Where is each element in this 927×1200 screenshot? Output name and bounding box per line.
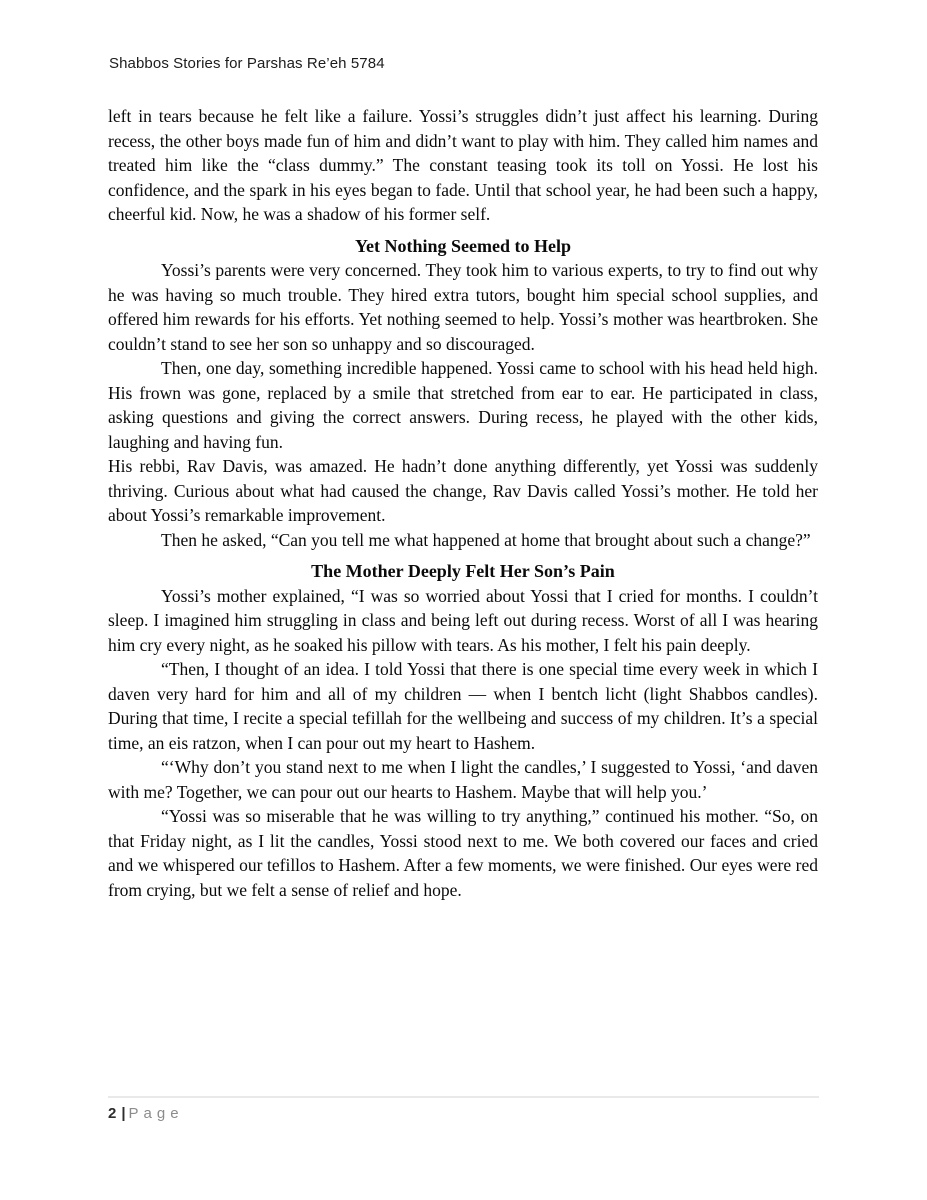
body-paragraph: Yossi’s parents were very concerned. They took him to various experts, to try to find out why he was having so much trouble. They hired extra tutors, bought him special school supplies, and offered him rewards for his efforts. Yet nothing seemed to help. Yossi’s mother was heartbroken. She couldn’t stand to see her son so unhappy and so discouraged. [108, 260, 818, 354]
body-paragraph: Then, one day, something incredible happened. Yossi came to school with his head held high. His frown was gone, replaced by a smile that stretched from ear to ear. He participated in class, asking questions and giving the correct answers. During recess, he played with the other kids, laughing and having fun. [108, 358, 818, 452]
document-body [108, 104, 818, 902]
footer-separator: | [121, 1105, 126, 1122]
body-paragraph: “Yossi was so miserable that he was willing to try anything,” continued his mother. “So, on that Friday night, as I lit the candles, Yossi stood next to me. We both covered our faces and cried and we whispered our tefillos to Hashem. After a few moments, we were finished. Our eyes were red from crying, but we felt a sense of relief and hope. [108, 806, 818, 900]
body-paragraph: Then he asked, “Can you tell me what happened at home that brought about such a change?” [161, 529, 811, 550]
document-header-title: Shabbos Stories for Parshas Re’eh 5784 [109, 55, 385, 72]
section-heading: Yet Nothing Seemed to Help [355, 235, 571, 256]
body-paragraph: “Then, I thought of an idea. I told Yossi that there is one special time every week in which I daven very hard for him and all of my children — when I bentch licht (light Shabbos candles). During that time, I recite a special tefillah for the wellbeing and success of my children. It’s a special time, an eis ratzon, when I can pour out my heart to Hashem. [108, 659, 818, 753]
body-paragraph: left in tears because he felt like a failure. Yossi’s struggles didn’t just affect his learning. During recess, the other boys made fun of him and didn’t want to play with him. They called him names and treated him like the “class dummy.” The constant teasing took its toll on Yossi. He lost his confidence, and the spark in his eyes began to fade. Until that school year, he had been such a happy, cheerful kid. Now, he was a shadow of his former self. [108, 106, 818, 224]
document-footer [108, 1096, 819, 1122]
section-heading: The Mother Deeply Felt Her Son’s Pain [311, 561, 615, 581]
page-number: 2 [108, 1105, 117, 1122]
body-paragraph: His rebbi, Rav Davis, was amazed. He hadn’t done anything differently, yet Yossi was suddenly thriving. Curious about what had caused the change, Rav Davis called Yossi’s mother. He told her about Yossi’s remarkable improvement. [108, 456, 818, 525]
body-paragraph: “‘Why don’t you stand next to me when I light the candles,’ I suggested to Yossi, ‘and daven with me? Together, we can pour out our hearts to Hashem. Maybe that will help you.’ [108, 757, 818, 802]
page-label: Page [128, 1105, 184, 1122]
body-paragraph: Yossi’s mother explained, “I was so worried about Yossi that I cried for months. I couldn’t sleep. I imagined him struggling in class and being left out during recess. Worst of all I was hearing him cry every night, as he soaked his pillow with tears. As his mother, I felt his pain deeply. [108, 585, 818, 655]
